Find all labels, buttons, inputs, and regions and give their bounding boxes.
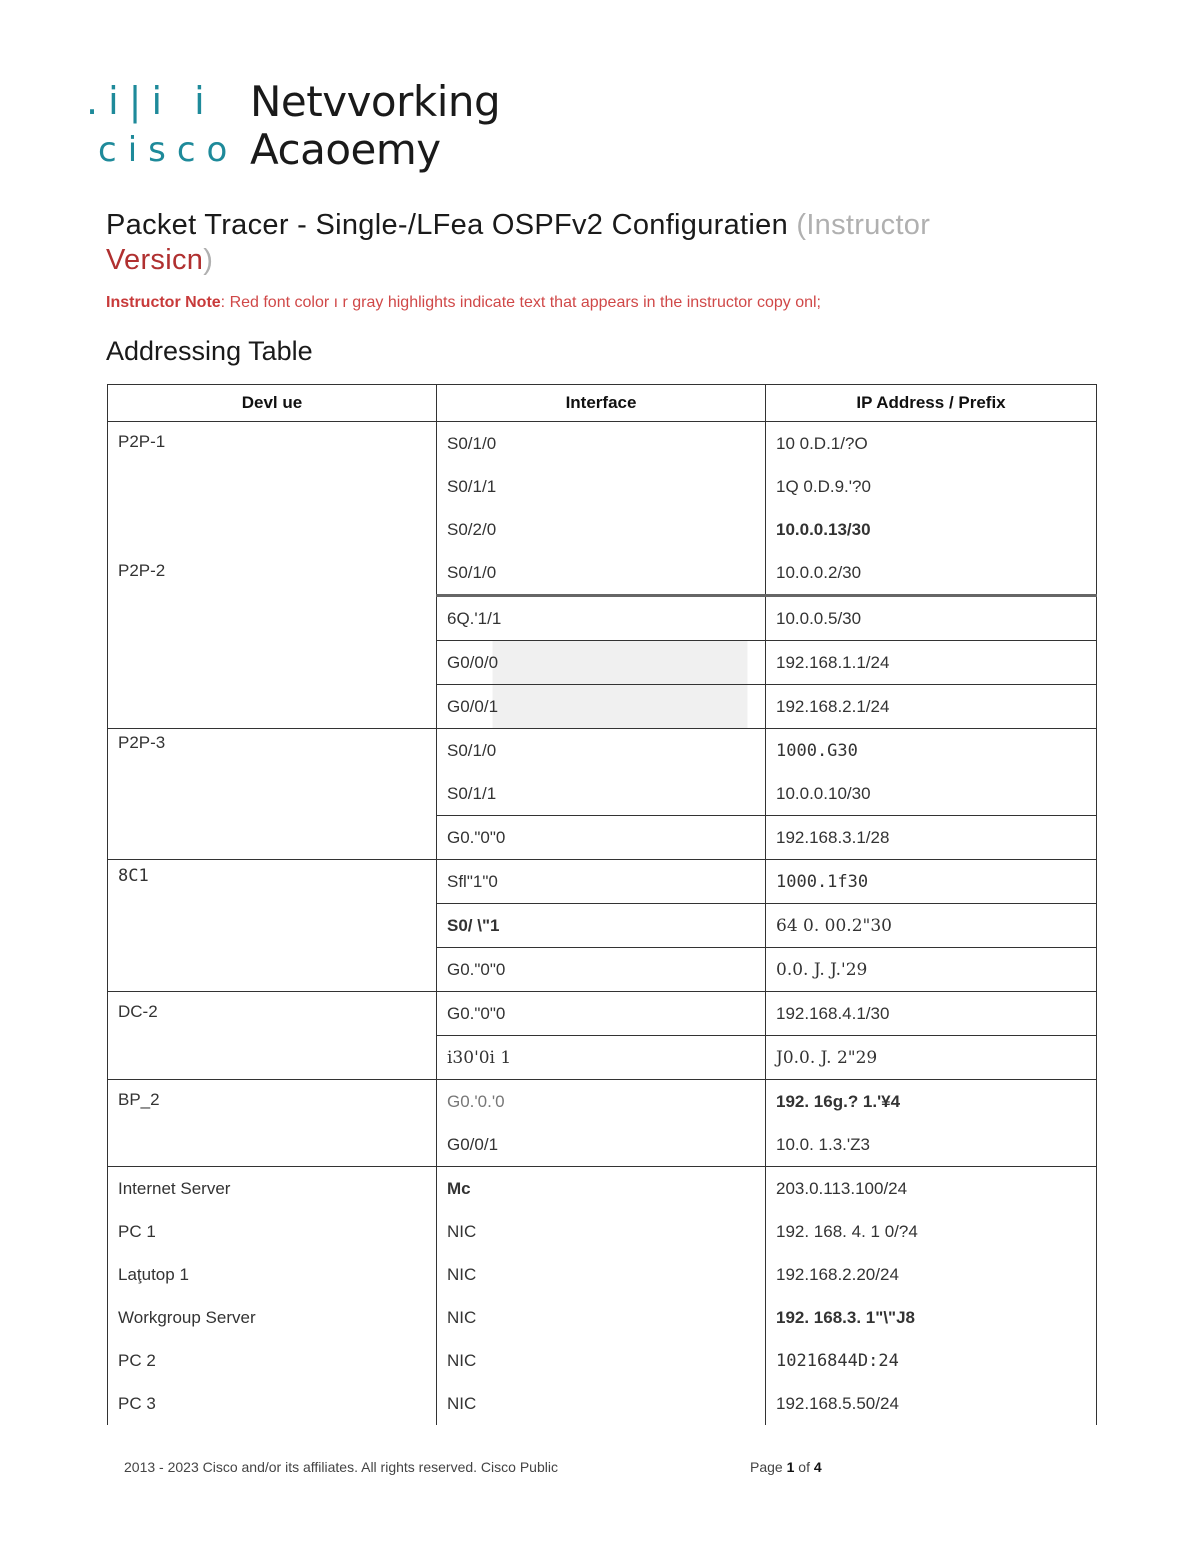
ip-cell: 203.0.113.100/24 bbox=[766, 1167, 1097, 1211]
ip-cell: 192.168.5.50/24 bbox=[766, 1382, 1097, 1425]
ip-cell: 1000.1f30 bbox=[766, 860, 1097, 904]
interface-cell: 6Q.'1/1 bbox=[437, 596, 766, 641]
table-row bbox=[108, 1253, 1097, 1296]
ip-cell: 10216844D:24 bbox=[766, 1339, 1097, 1382]
header-interface: Interface bbox=[437, 385, 766, 422]
header-device: Devl ue bbox=[108, 385, 437, 422]
document-title bbox=[106, 208, 1006, 278]
ip-cell: 1000.G30 bbox=[766, 729, 1097, 773]
page-prefix: Page bbox=[750, 1459, 783, 1475]
page-total: 4 bbox=[813, 1459, 822, 1475]
interface-cell: S0/1/0 bbox=[437, 551, 766, 596]
ip-cell: J0.0. J. 2"29 bbox=[766, 1036, 1097, 1080]
title-version-word: Versicn bbox=[106, 244, 204, 276]
ip-cell: 192.168.4.1/30 bbox=[766, 992, 1097, 1036]
interface-cell: NIC bbox=[437, 1382, 766, 1425]
device-cell: PC 2 bbox=[108, 1339, 437, 1382]
table-row bbox=[108, 729, 1097, 773]
ip-cell: 192. 16g.? 1.'¥4 bbox=[766, 1080, 1097, 1124]
interface-cell: G0/0/1 bbox=[437, 685, 766, 729]
logo-bars: .i|i i bbox=[86, 79, 215, 123]
interface-cell: G0."0"0 bbox=[437, 948, 766, 992]
footer-copyright: 2013 - 2023 Cisco and/or its affiliates. All rights reserved. Cisco Public bbox=[124, 1459, 558, 1475]
interface-cell: G0."0"0 bbox=[437, 816, 766, 860]
ip-cell: 10.0. 1.3.'Z3 bbox=[766, 1123, 1097, 1167]
table-row bbox=[108, 422, 1097, 466]
logo-cisco-word: cisco bbox=[98, 130, 239, 170]
interface-cell: S0/1/1 bbox=[437, 465, 766, 508]
interface-cell: NIC bbox=[437, 1296, 766, 1339]
addressing-table bbox=[107, 384, 1097, 1425]
interface-cell: G0/0/1 bbox=[437, 1123, 766, 1167]
table-row bbox=[108, 1382, 1097, 1425]
table-header-row bbox=[108, 385, 1097, 422]
device-cell: Workgroup Server bbox=[108, 1296, 437, 1339]
instructor-note-text: : Red font color ı r gray highlights indicate text that appears in the instructor copy onl; bbox=[220, 294, 821, 311]
footer-page-number bbox=[750, 1459, 822, 1475]
page-of: of bbox=[798, 1459, 810, 1475]
device-cell: Laţutop 1 bbox=[108, 1253, 437, 1296]
ip-cell: 10.0.0.13/30 bbox=[766, 508, 1097, 551]
interface-cell: S0/ \"1 bbox=[437, 904, 766, 948]
ip-cell: 10.0.0.5/30 bbox=[766, 596, 1097, 641]
logo-line-2: Acaoemy bbox=[250, 125, 441, 174]
ip-cell: 192. 168. 4. 1 0/?4 bbox=[766, 1210, 1097, 1253]
title-paren-close: ) bbox=[203, 244, 214, 276]
table-row bbox=[108, 1167, 1097, 1211]
interface-cell: NIC bbox=[437, 1253, 766, 1296]
interface-cell: S0/1/0 bbox=[437, 422, 766, 466]
interface-cell: S0/2/0 bbox=[437, 508, 766, 551]
interface-cell: NIC bbox=[437, 1339, 766, 1382]
interface-cell: NIC bbox=[437, 1210, 766, 1253]
interface-cell: G0."0"0 bbox=[437, 992, 766, 1036]
device-cell: 8C1 bbox=[108, 860, 437, 992]
ip-cell: 0.0. J. J.'29 bbox=[766, 948, 1097, 992]
interface-cell: G0/0/0 bbox=[437, 641, 766, 685]
header-ip-address: IP Address / Prefix bbox=[766, 385, 1097, 422]
ip-cell: 192.168.2.20/24 bbox=[766, 1253, 1097, 1296]
interface-cell: Sfl"1"0 bbox=[437, 860, 766, 904]
interface-cell: S0/1/1 bbox=[437, 772, 766, 816]
interface-cell: Mc bbox=[437, 1167, 766, 1211]
device-cell: P2P-3 bbox=[108, 729, 437, 860]
interface-cell: S0/1/0 bbox=[437, 729, 766, 773]
table-row bbox=[108, 551, 1097, 596]
table-row bbox=[108, 1210, 1097, 1253]
device-cell: Internet Server bbox=[108, 1167, 437, 1211]
instructor-note-label: Instructor Note bbox=[106, 294, 221, 311]
table-row bbox=[108, 1080, 1097, 1124]
table-row bbox=[108, 860, 1097, 904]
interface-cell: i30'0i 1 bbox=[437, 1036, 766, 1080]
table-row bbox=[108, 1296, 1097, 1339]
title-main: Packet Tracer - Single-/LFea OSPFv2 Configuratien bbox=[106, 209, 788, 241]
page-current: 1 bbox=[786, 1459, 795, 1475]
device-cell: DC-2 bbox=[108, 992, 437, 1080]
ip-cell: 1Q 0.D.9.'?0 bbox=[766, 465, 1097, 508]
ip-cell: 192.168.2.1/24 bbox=[766, 685, 1097, 729]
ip-cell: 192.168.1.1/24 bbox=[766, 641, 1097, 685]
logo-wordmark bbox=[250, 78, 500, 174]
title-paren-open: (Instructor bbox=[796, 209, 931, 241]
ip-cell: 192. 168.3. 1"\"J8 bbox=[766, 1296, 1097, 1339]
device-cell: P2P-2 bbox=[108, 551, 437, 729]
ip-cell: 10 0.D.1/?O bbox=[766, 422, 1097, 466]
table-row bbox=[108, 1339, 1097, 1382]
ip-cell: 64 0. 00.2"30 bbox=[766, 904, 1097, 948]
device-cell: PC 1 bbox=[108, 1210, 437, 1253]
ip-cell: 10.0.0.10/30 bbox=[766, 772, 1097, 816]
interface-cell: G0.'0.'0 bbox=[437, 1080, 766, 1124]
device-cell: BP_2 bbox=[108, 1080, 437, 1167]
section-heading: Addressing Table bbox=[106, 336, 313, 366]
device-cell: P2P-1 bbox=[108, 422, 437, 552]
ip-cell: 192.168.3.1/28 bbox=[766, 816, 1097, 860]
device-cell: PC 3 bbox=[108, 1382, 437, 1425]
instructor-note bbox=[106, 294, 821, 312]
ip-cell: 10.0.0.2/30 bbox=[766, 551, 1097, 596]
logo-line-1: Netvvorking bbox=[250, 77, 501, 126]
table-row bbox=[108, 992, 1097, 1036]
